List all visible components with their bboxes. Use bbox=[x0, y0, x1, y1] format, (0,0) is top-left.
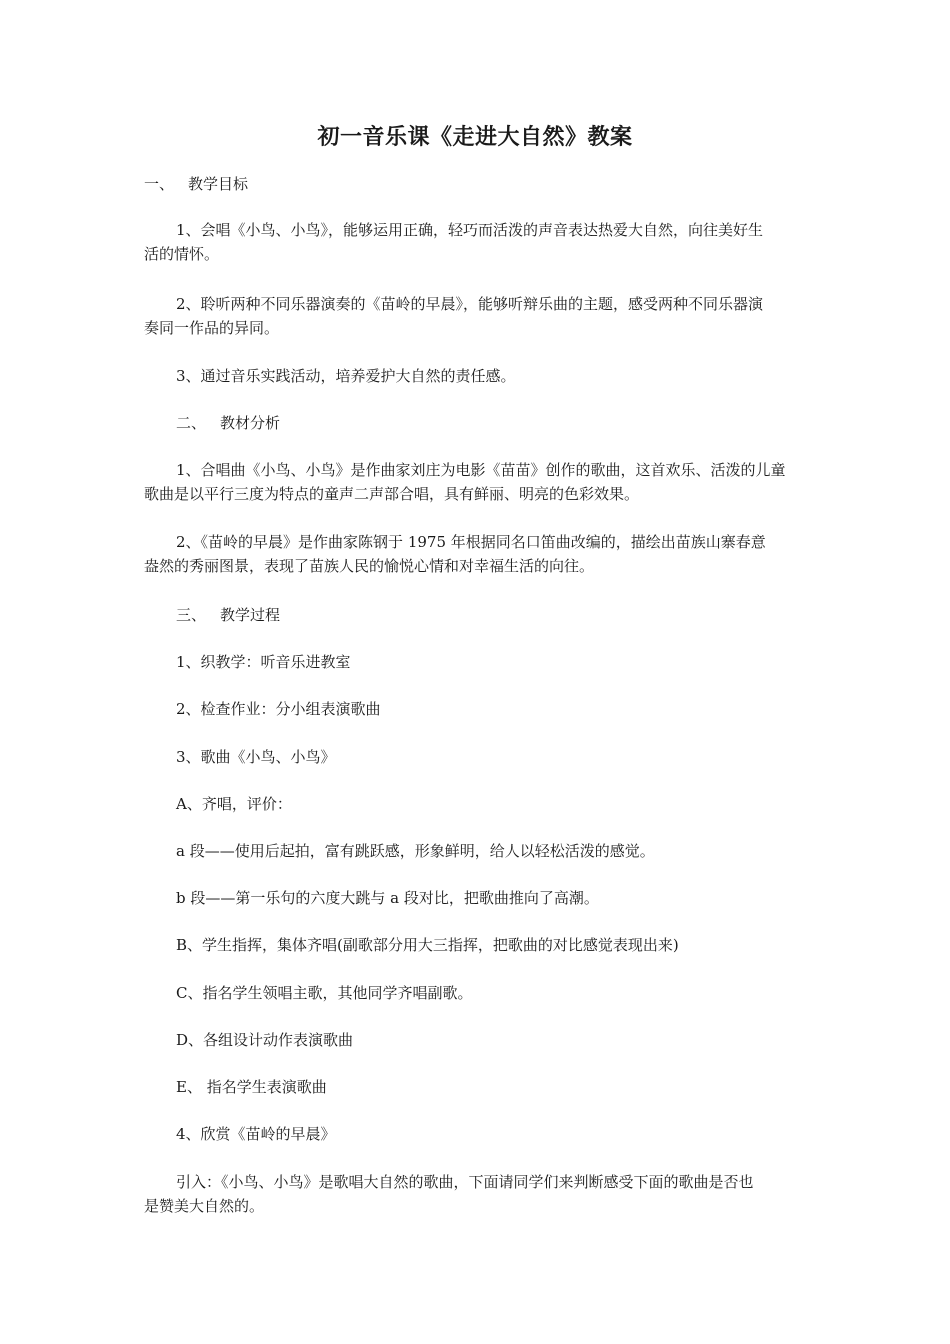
paragraph-line: 2、《苗岭的早晨》是作曲家陈钢于 1975 年根据同名口笛曲改编的，描绘出苗族山寨春意 bbox=[176, 533, 766, 551]
section-number: 三、 bbox=[176, 606, 207, 624]
paragraph-line: 2、聆听两种不同乐器演奏的《苗岭的早晨》，能够听辩乐曲的主题，感受两种不同乐器演 bbox=[176, 295, 764, 313]
paragraph-line: A、齐唱，评价： bbox=[176, 795, 292, 813]
process-line bbox=[144, 697, 812, 721]
paragraph-line: a 段——使用后起拍，富有跳跃感，形象鲜明，给人以轻松活泼的感觉。 bbox=[176, 842, 655, 860]
process-line bbox=[144, 933, 812, 957]
process-line bbox=[144, 1075, 812, 1099]
objective-item-2 bbox=[144, 292, 812, 340]
section-heading-objectives bbox=[144, 172, 248, 196]
section-heading-analysis bbox=[176, 411, 280, 435]
analysis-item-2 bbox=[144, 530, 812, 578]
section-heading-process bbox=[176, 603, 280, 627]
process-line bbox=[144, 1028, 812, 1052]
paragraph-line: D、各组设计动作表演歌曲 bbox=[176, 1031, 354, 1049]
process-line bbox=[144, 650, 812, 674]
paragraph-line: 盎然的秀丽图景，表现了苗族人民的愉悦心情和对幸福生活的向往。 bbox=[144, 557, 595, 575]
section-number: 一、 bbox=[144, 175, 175, 193]
paragraph-line: 是赞美大自然的。 bbox=[144, 1197, 265, 1215]
section-heading-text: 教学过程 bbox=[220, 606, 281, 624]
section-heading-text: 教学目标 bbox=[188, 175, 249, 193]
section-heading-text: 教材分析 bbox=[220, 414, 281, 432]
analysis-item-1 bbox=[144, 458, 812, 506]
paragraph-line: 3、歌曲《小鸟、小鸟》 bbox=[176, 748, 336, 766]
section-number: 二、 bbox=[176, 414, 207, 432]
paragraph-line: 2、检查作业：分小组表演歌曲 bbox=[176, 700, 381, 718]
paragraph-line: 3、通过音乐实践活动，培养爱护大自然的责任感。 bbox=[176, 367, 516, 385]
paragraph-line: b 段——第一乐句的六度大跳与 a 段对比，把歌曲推向了高潮。 bbox=[176, 889, 599, 907]
document-title: 初一音乐课《走进大自然》教案 bbox=[317, 124, 633, 150]
paragraph-line: 1、织教学：听音乐进教室 bbox=[176, 653, 351, 671]
process-line bbox=[144, 839, 812, 863]
process-line bbox=[144, 886, 812, 910]
paragraph-line: B、学生指挥，集体齐唱(副歌部分用大三指挥，把歌曲的对比感觉表现出来) bbox=[176, 936, 679, 954]
paragraph-line: 引入：《小鸟、小鸟》是歌唱大自然的歌曲，下面请同学们来判断感受下面的歌曲是否也 bbox=[176, 1173, 754, 1191]
paragraph-line: 奏同一作品的异同。 bbox=[144, 319, 280, 337]
paragraph-line: C、指名学生领唱主歌，其他同学齐唱副歌。 bbox=[176, 984, 473, 1002]
process-line bbox=[144, 792, 812, 816]
objective-item-1 bbox=[144, 218, 812, 266]
paragraph-line: 4、欣赏《苗岭的早晨》 bbox=[176, 1125, 336, 1143]
paragraph-line: 歌曲是以平行三度为特点的童声二声部合唱，具有鲜丽、明亮的色彩效果。 bbox=[144, 485, 640, 503]
process-intro bbox=[144, 1170, 812, 1218]
paragraph-line: E、 指名学生表演歌曲 bbox=[176, 1078, 327, 1096]
process-line bbox=[144, 1122, 812, 1146]
objective-item-3 bbox=[144, 364, 812, 388]
process-line bbox=[144, 981, 812, 1005]
process-line bbox=[144, 745, 812, 769]
paragraph-line: 1、合唱曲《小鸟、小鸟》是作曲家刘庄为电影《苗苗》创作的歌曲，这首欢乐、活泼的儿童 bbox=[176, 461, 786, 479]
paragraph-line: 1、会唱《小鸟、小鸟》，能够运用正确，轻巧而活泼的声音表达热爱大自然，向往美好生 bbox=[176, 221, 764, 239]
paragraph-line: 活的情怀。 bbox=[144, 245, 220, 263]
